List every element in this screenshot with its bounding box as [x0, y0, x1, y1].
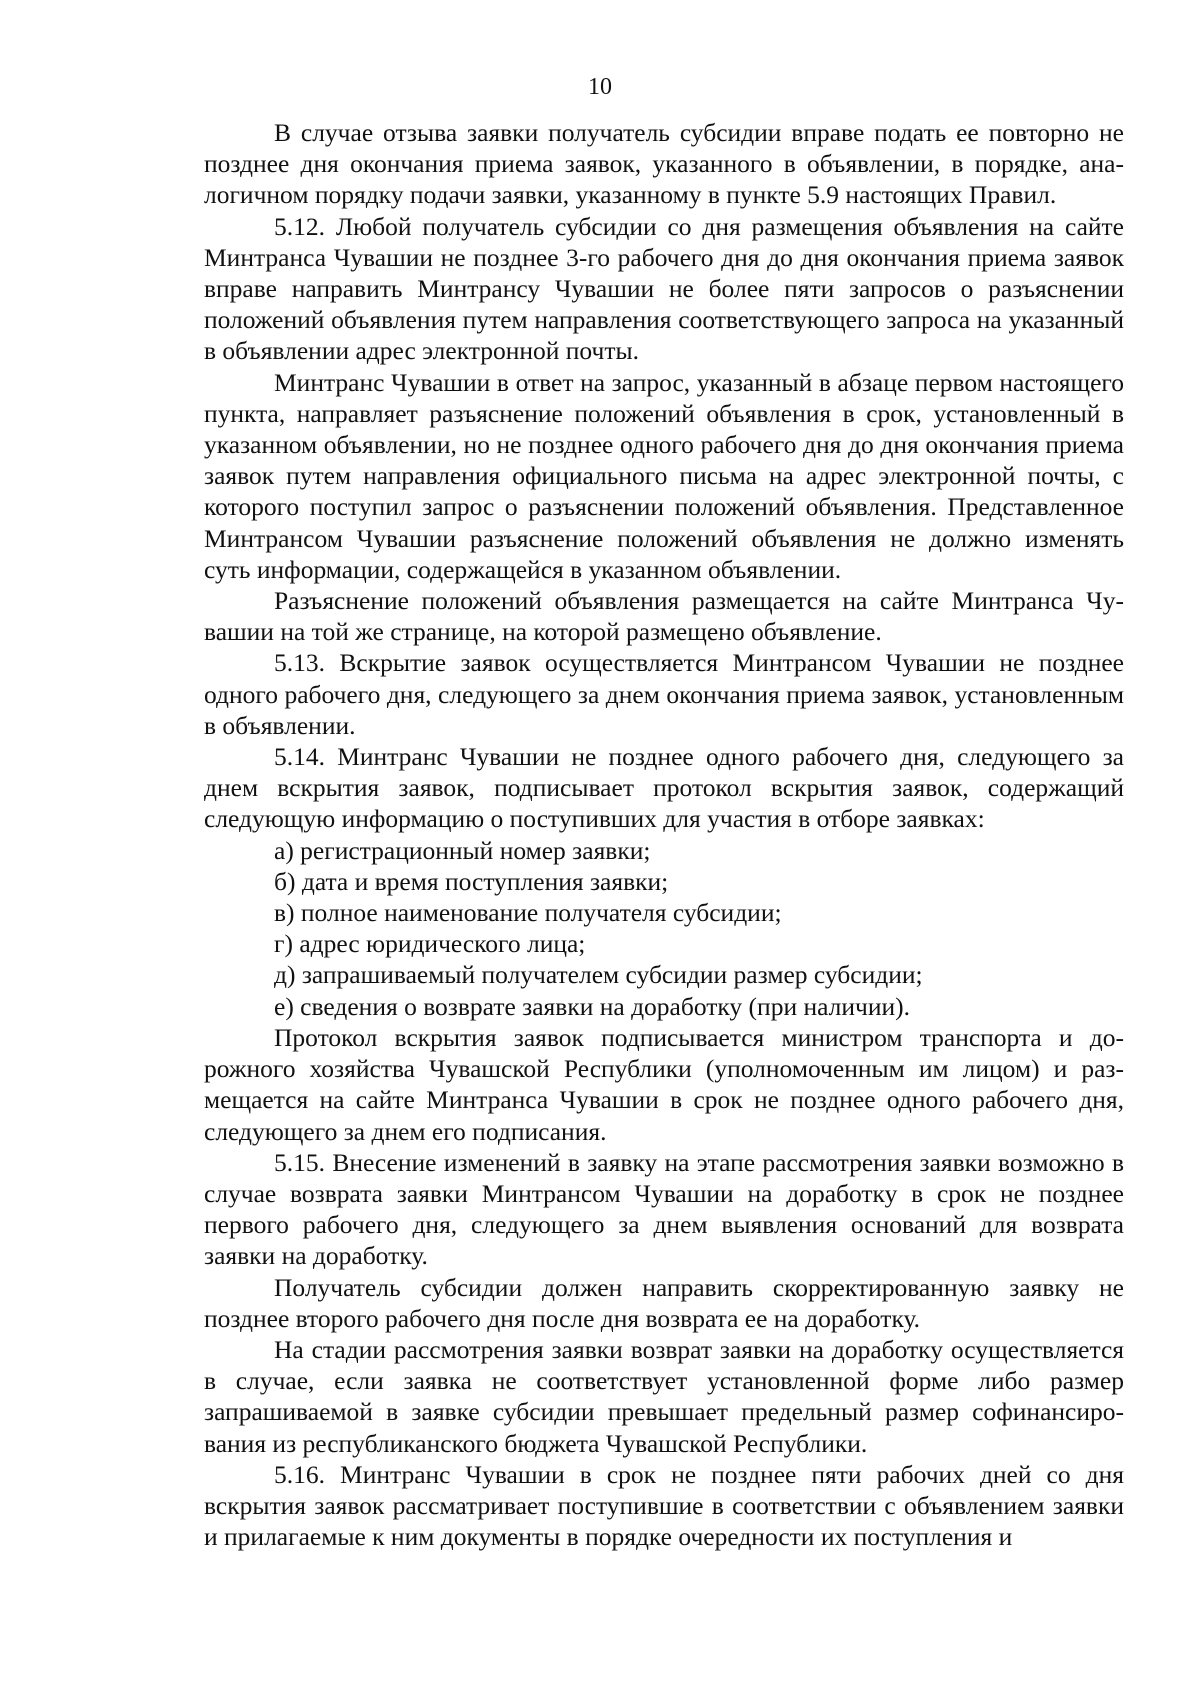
- list-item-b: б) дата и время поступления заявки;: [274, 866, 669, 896]
- paragraph-return-grounds: На стадии рассмотрения заявки возврат заявки на доработку осуществляется в случае, если заявка не соответствует установленной форме либо размер запрашиваемой в заявке субсидии превышает предельный размер софинансирования из республиканского бюджета Чувашской Республики.: [204, 1334, 1124, 1458]
- list-item-d: д) запрашиваемый получателем субсидии размер субсидии;: [274, 960, 923, 990]
- paragraph-5-15: 5.15. Внесение изменений в заявку на этапе рассмотрения заявки возможно в случае возврата заявки Минтрансом Чувашии на доработку в срок не позднее первого рабочего дня, следующего за днем выявления оснований для возврата заявки на доработку.: [204, 1147, 1124, 1271]
- paragraph-protocol: Протокол вскрытия заявок подписывается министром транспорта и дорожного хозяйства Чувашской Республики (уполномоченным им лицом) и размещается на сайте Минтранса Чувашии в срок не позднее одного рабочего дня, следующего за днем его подписания.: [204, 1022, 1124, 1146]
- paragraph-5-16: 5.16. Минтранс Чувашии в срок не позднее пяти рабочих дней со дня вскрытия заявок рассматривает поступившие в соответствии с объявлением заявки и прилагаемые к ним документы в порядке очередности их поступления и: [204, 1459, 1124, 1552]
- paragraph-5-13: 5.13. Вскрытие заявок осуществляется Минтрансом Чувашии не позднее одного рабочего дня, следующего за днем окончания приема заявок, установленным в объявлении.: [204, 648, 1124, 740]
- page-number: 10: [588, 74, 612, 100]
- body-text: [204, 117, 1124, 1552]
- list-item-a: а) регистрационный номер заявки;: [274, 835, 651, 865]
- paragraph-5-12: 5.12. Любой получатель субсидии со дня размещения объявления на сайте Минтранса Чувашии не позднее 3-го рабочего дня до дня окончания приема заявок вправе направить Минтрансу Чувашии не более пяти запросов о разъяснении положений объявления путем направления соответствующего запроса на указанный в объявлении адрес электронной почты.: [204, 211, 1124, 366]
- paragraph-withdrawal: В случае отзыва заявки получатель субсидии вправе подать ее повторно не позднее дня окончания приема заявок, указанного в объявлении, в порядке, аналогичном порядку подачи заявки, указанному в пункте 5.9 настоящих Правил.: [204, 118, 1124, 210]
- paragraph-resubmission: Получатель субсидии должен направить скорректированную заявку не позднее второго рабочего дня после дня возврата ее на доработку.: [204, 1272, 1124, 1333]
- paragraph-5-12-publication: Разъяснение положений объявления размещается на сайте Минтранса Чувашии на той же странице, на которой размещено объявление.: [204, 586, 1124, 647]
- paragraph-5-12-response: Минтранс Чувашии в ответ на запрос, указанный в абзаце первом настоящего пункта, направляет разъяснение положений объявления в срок, установленный в указанном объявлении, но не позднее одного рабочего дня до дня окончания приема заявок путем направления официального письма на адрес электронной почты, с которого поступил запрос о разъяснении положений объявления. Представленное Минтрансом Чувашии разъяснение положений объявления не должно изменять суть информации, содержащейся в указанном объявлении.: [204, 367, 1124, 584]
- list-item-g: г) адрес юридического лица;: [274, 929, 586, 959]
- paragraph-5-14: 5.14. Минтранс Чувашии не позднее одного рабочего дня, следующего за днем вскрытия заявок, подписывает протокол вскрытия заявок, содержащий следующую информацию о поступивших для участия в отборе заявках:: [204, 742, 1124, 834]
- list-item-e: е) сведения о возврате заявки на доработку (при наличии).: [274, 991, 911, 1021]
- list-item-v: в) полное наименование получателя субсидии;: [274, 898, 782, 928]
